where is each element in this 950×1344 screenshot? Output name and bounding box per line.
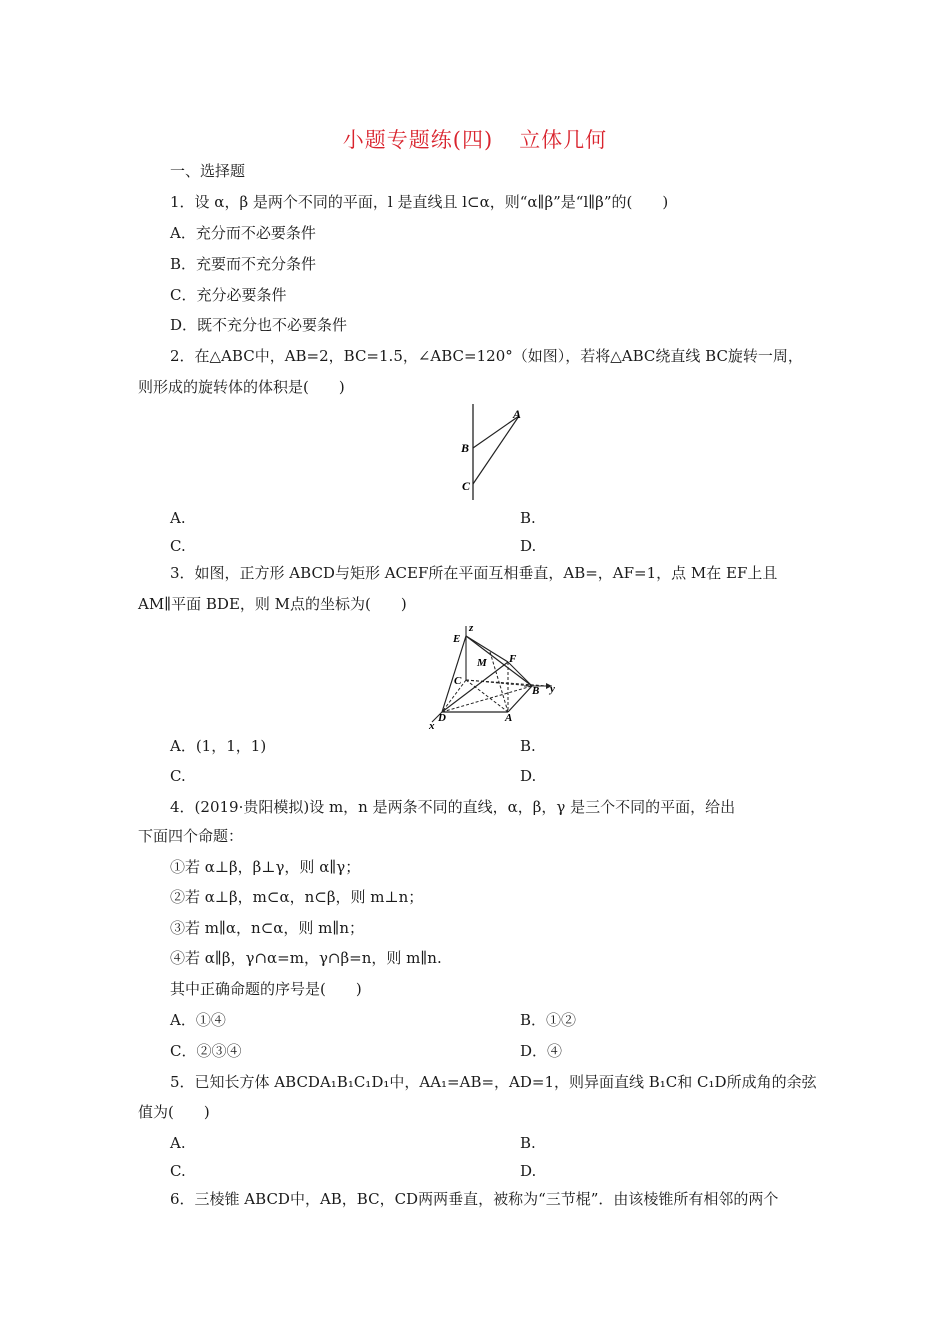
q6-stem-line1: 6．三棱锥 ABCD中，AB，BC，CD两两垂直，被称为“三节棍”．由该棱锥所有相邻的两个: [170, 1190, 779, 1208]
q2-option-a: A.: [170, 509, 186, 527]
q4-option-d: D．④: [520, 1042, 563, 1060]
q5-option-a: A.: [170, 1134, 186, 1152]
q5-stem-line1: 5．已知长方体 ABCDA₁B₁C₁D₁中，AA₁=AB=，AD=1，则异面直线 B₁C和 C₁D所成角的余弦: [170, 1073, 817, 1091]
q4-stem-line2: 下面四个命题：: [138, 827, 244, 845]
q3-label-c: C: [454, 675, 462, 687]
q4-proposition-1: ①若 α⊥β，β⊥γ，则 α∥γ；: [170, 858, 361, 876]
q4-option-b: B．①②: [520, 1011, 577, 1029]
q3-label-e: E: [453, 633, 461, 645]
q2-option-d: D.: [520, 537, 537, 555]
q3-label-d: D: [438, 712, 446, 724]
q3-label-f: F: [509, 653, 517, 665]
q3-label-y: y: [550, 683, 555, 695]
q3-label-z: z: [469, 622, 474, 634]
q4-proposition-2: ②若 α⊥β，m⊂α，n⊂β，则 m⊥n；: [170, 888, 424, 906]
q2-label-c: C: [462, 479, 471, 493]
q4-ask: 其中正确命题的序号是( ): [170, 980, 362, 998]
q3-option-c: C.: [170, 767, 186, 785]
q5-option-d: D.: [520, 1162, 537, 1180]
q2-stem-line2: 则形成的旋转体的体积是( ): [138, 378, 345, 396]
q3-option-d: D.: [520, 767, 537, 785]
q2-stem-line1: 2．在△ABC中，AB=2，BC=1.5，∠ABC=120°（如图），若将△ABC绕直线 BC旋转一周，: [170, 347, 803, 365]
q3-stem-line2: AM∥平面 BDE，则 M点的坐标为( ): [138, 595, 407, 613]
q2-option-c: C.: [170, 537, 186, 555]
q3-label-m: M: [477, 657, 487, 669]
q4-option-c: C．②③④: [170, 1042, 242, 1060]
q5-stem-line2: 值为( ): [138, 1103, 210, 1121]
q4-proposition-3: ③若 m∥α，n⊂α，则 m∥n；: [170, 919, 364, 937]
q4-proposition-4: ④若 α∥β，γ∩α=m，γ∩β=n，则 m∥n.: [170, 949, 442, 967]
q3-label-a: A: [505, 712, 513, 724]
q4-option-a: A．①④: [170, 1011, 226, 1029]
q1-option-a: A．充分而不必要条件: [170, 224, 316, 242]
q4-stem-line1: 4．(2019·贵阳模拟)设 m，n 是两条不同的直线，α，β，γ 是三个不同的平面，给出: [170, 798, 736, 816]
q1-option-d: D．既不充分也不必要条件: [170, 316, 348, 334]
page-title: [0, 124, 950, 154]
q2-option-b: B.: [520, 509, 536, 527]
title-main: 小题专题练(四): [342, 128, 494, 152]
section-heading: 一、选择题: [170, 162, 246, 180]
title-topic: 立体几何: [519, 128, 608, 152]
q1-stem: 1．设 α，β 是两个不同的平面，l 是直线且 l⊂α，则“α∥β”是“l∥β”的( ): [170, 193, 669, 211]
q2-label-b: B: [461, 441, 470, 455]
q5-option-c: C.: [170, 1162, 186, 1180]
q2-triangle-figure: [450, 400, 530, 505]
q3-label-x: x: [429, 720, 435, 732]
q1-option-c: C．充分必要条件: [170, 286, 287, 304]
q3-label-b: B: [532, 685, 540, 697]
q3-stem-line1: 3．如图，正方形 ABCD与矩形 ACEF所在平面互相垂直，AB=，AF=1，点 M在 EF上且: [170, 564, 778, 582]
q3-option-b: B.: [520, 737, 536, 755]
q3-option-a: A．(1，1，1): [170, 737, 267, 755]
q5-option-b: B.: [520, 1134, 536, 1152]
q3-solid-figure: [420, 620, 570, 732]
q2-label-a: A: [513, 407, 522, 421]
q1-option-b: B．充要而不充分条件: [170, 255, 317, 273]
